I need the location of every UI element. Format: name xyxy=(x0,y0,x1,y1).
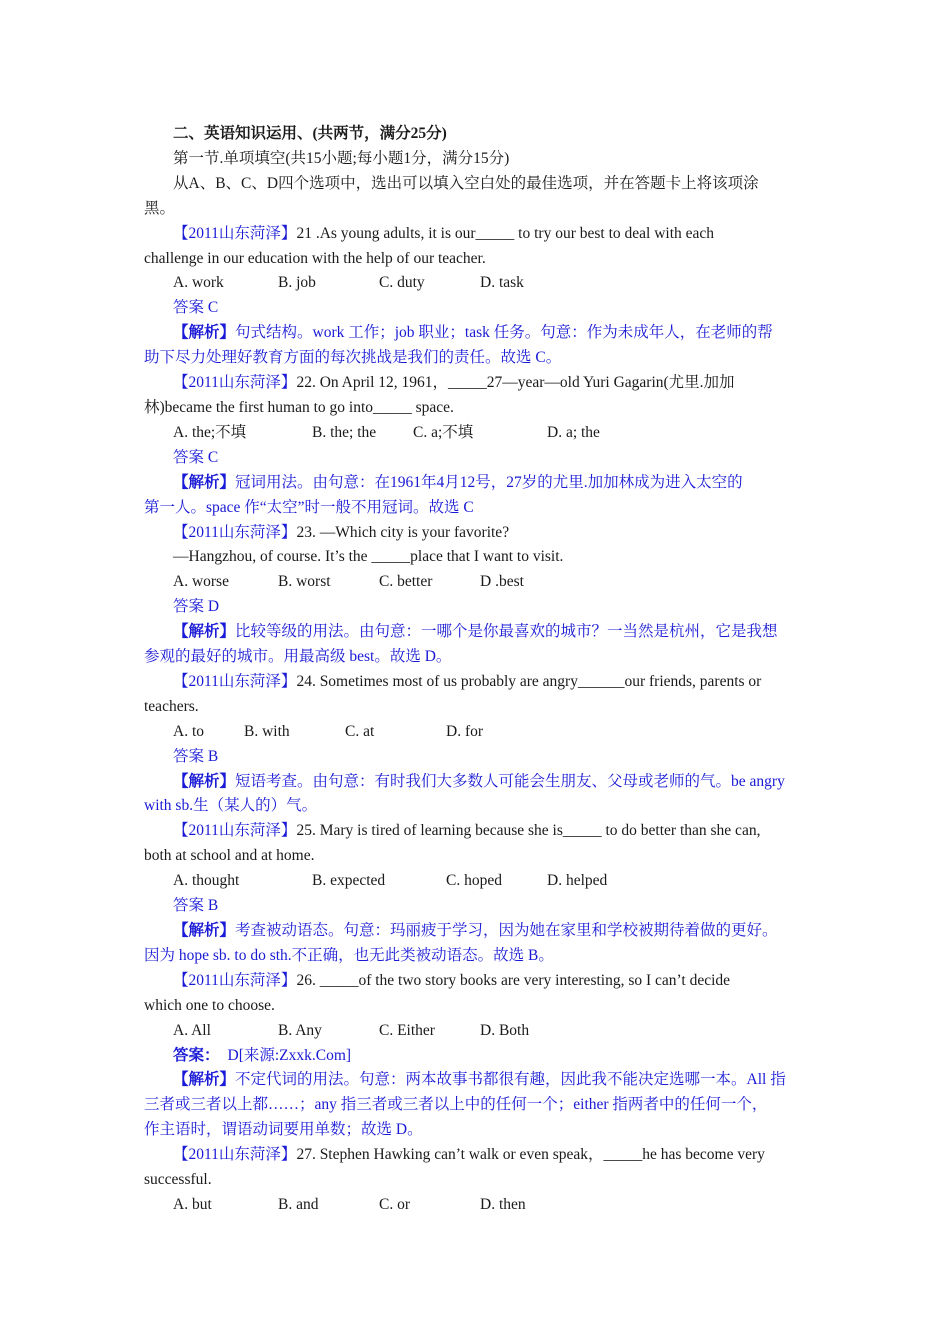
question-21-stem: 【2011山东菏泽】21 .As young adults, it is our_____ to try our best to deal with each xyxy=(173,224,715,242)
section-title: 二、英语知识运用、(共两节，满分25分) xyxy=(173,125,447,142)
question-24-options xyxy=(144,720,808,745)
instruction-line-2: 黑。 xyxy=(144,199,176,217)
question-26-analysis: 【解析】不定代词的用法。句意：两本故事书都很有趣，因此我不能决定选哪一本。All 指 xyxy=(173,1071,786,1089)
question-23-options xyxy=(144,570,808,595)
option-a: A. the;不填 xyxy=(173,423,247,441)
option-c: C. hoped xyxy=(446,872,502,890)
option-b: B. worst xyxy=(278,573,331,591)
question-24-analysis: 【解析】短语考查。由句意：有时我们大多数人可能会生朋友、父母或老师的气。be angry xyxy=(173,772,785,790)
question-24-analysis-cont: with sb.生（某人的）气。 xyxy=(144,797,318,815)
option-d: D. for xyxy=(446,722,484,740)
question-21-answer: 答案 C xyxy=(173,299,219,317)
question-26-analysis-cont: 三者或三者以上都……；any 指三者或三者以上中的任何一个；either 指两者中的任何一个， xyxy=(144,1096,768,1114)
option-d: D. a; the xyxy=(547,423,600,441)
question-21-analysis: 【解析】句式结构。work 工作；job 职业；task 任务。句意：作为未成年人，在老师的帮 xyxy=(173,324,773,342)
option-c: C. Either xyxy=(379,1021,435,1039)
question-21-analysis-cont: 助下尽力处理好教育方面的每次挑战是我们的责任。故选 C。 xyxy=(144,349,562,367)
option-b: B. and xyxy=(278,1195,319,1213)
option-d: D. Both xyxy=(480,1021,530,1039)
question-source: 【2011山东菏泽】 xyxy=(173,224,297,242)
option-c: C. duty xyxy=(379,274,425,292)
option-a: A. work xyxy=(173,274,224,292)
question-source: 【2011山东菏泽】 xyxy=(173,374,297,392)
question-source: 【2011山东菏泽】 xyxy=(173,1146,297,1164)
question-source: 【2011山东菏泽】 xyxy=(173,523,297,541)
option-c: C. better xyxy=(379,573,433,591)
question-26-analysis-cont-2: 作主语时，谓语动词要用单数；故选 D。 xyxy=(144,1121,423,1139)
option-a: A. thought xyxy=(173,872,240,890)
question-25-stem-cont: both at school and at home. xyxy=(144,847,315,865)
option-b: B. expected xyxy=(312,872,386,890)
option-a: A. but xyxy=(173,1195,212,1213)
question-24-answer: 答案 B xyxy=(173,747,219,765)
option-d: D. task xyxy=(480,274,524,292)
question-25-stem: 【2011山东菏泽】25. Mary is tired of learning because she is_____ to do better than she can, xyxy=(173,822,761,840)
question-23-analysis: 【解析】比较等级的用法。由句意：一哪个是你最喜欢的城市？一当然是杭州，它是我想 xyxy=(173,623,778,641)
question-26-stem-cont: which one to choose. xyxy=(144,996,275,1014)
option-b: B. Any xyxy=(278,1021,322,1039)
question-27-stem-cont: successful. xyxy=(144,1171,212,1189)
section-subtitle: 第一节.单项填空(共15小题;每小题1分，满分15分) xyxy=(173,149,510,167)
option-a: A. worse xyxy=(173,573,229,591)
question-25-options xyxy=(144,869,808,894)
question-22-answer: 答案 C xyxy=(173,448,219,466)
question-25-analysis-cont: 因为 hope sb. to do sth.不正确，也无此类被动语态。故选 B。 xyxy=(144,946,554,964)
question-26-stem: 【2011山东菏泽】26. _____of the two story books are very interesting, so I can’t decide xyxy=(173,971,731,989)
option-b: B. the; the xyxy=(312,423,377,441)
option-d: D .best xyxy=(480,573,524,591)
question-23-stem-cont: —Hangzhou, of course. It’s the _____place that I want to visit. xyxy=(173,548,564,566)
option-c: C. a;不填 xyxy=(413,423,474,441)
question-25-answer: 答案 B xyxy=(173,897,219,915)
option-d: D. then xyxy=(480,1195,526,1213)
question-22-analysis-cont: 第一人。space 作“太空”时一般不用冠词。故选 C xyxy=(144,498,474,516)
option-d: D. helped xyxy=(547,872,608,890)
question-23-answer: 答案 D xyxy=(173,598,220,616)
question-22-analysis: 【解析】冠词用法。由句意：在1961年4月12号，27岁的尤里.加加林成为进入太空的 xyxy=(173,473,743,491)
option-a: A. All xyxy=(173,1021,211,1039)
question-22-stem: 【2011山东菏泽】22. On April 12, 1961，_____27—year—old Yuri Gagarin(尤里.加加 xyxy=(173,374,735,392)
question-25-analysis: 【解析】考查被动语态。句意：玛丽疲于学习，因为她在家里和学校被期待着做的更好。 xyxy=(173,922,778,939)
question-24-stem-cont: teachers. xyxy=(144,697,199,715)
question-22-options xyxy=(144,421,808,446)
question-source: 【2011山东菏泽】 xyxy=(173,971,297,989)
question-26-options xyxy=(144,1019,808,1044)
question-27-options xyxy=(144,1193,808,1218)
option-b: B. with xyxy=(244,722,290,740)
question-source: 【2011山东菏泽】 xyxy=(173,672,297,690)
option-a: A. to xyxy=(173,722,204,740)
question-source: 【2011山东菏泽】 xyxy=(173,822,297,840)
question-22-stem-cont: 林)became the first human to go into_____ space. xyxy=(144,398,454,416)
document-page xyxy=(144,122,808,1218)
question-21-stem-cont: challenge in our education with the help of our teacher. xyxy=(144,249,486,267)
question-26-answer: 答案： D[来源:Zxxk.Com] xyxy=(173,1046,352,1064)
option-c: C. at xyxy=(345,722,375,740)
question-23-analysis-cont: 参观的最好的城市。用最高级 best。故选 D。 xyxy=(144,648,452,666)
option-c: C. or xyxy=(379,1195,410,1213)
question-24-stem: 【2011山东菏泽】24. Sometimes most of us probably are angry______our friends, parents or xyxy=(173,672,762,690)
question-27-stem: 【2011山东菏泽】27. Stephen Hawking can’t walk or even speak，_____he has become very xyxy=(173,1146,765,1164)
question-21-options xyxy=(144,271,808,296)
question-23-stem: 【2011山东菏泽】23. —Which city is your favorite? xyxy=(173,523,510,541)
instruction-line-1: 从A、B、C、D四个选项中，选出可以填入空白处的最佳选项，并在答题卡上将该项涂 xyxy=(173,174,759,192)
option-b: B. job xyxy=(278,274,316,292)
